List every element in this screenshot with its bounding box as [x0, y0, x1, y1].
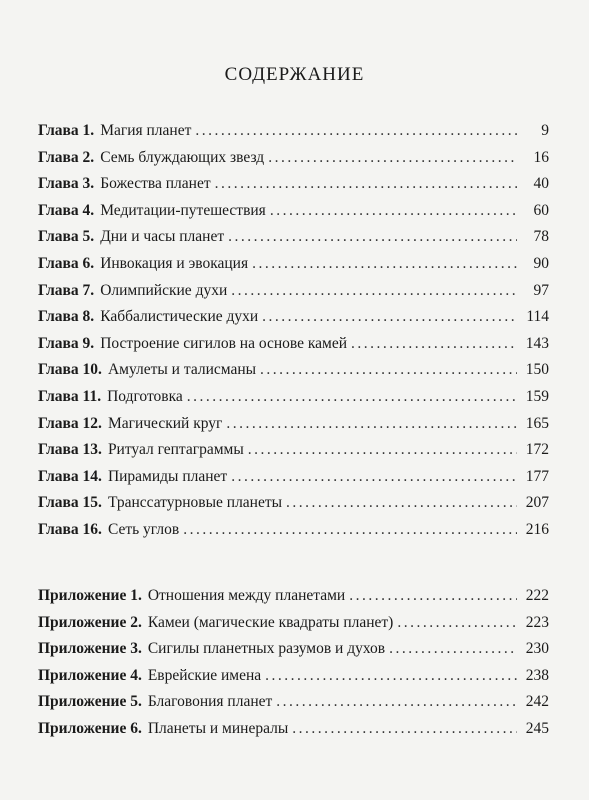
- entry-page-number: 223: [525, 613, 549, 631]
- entry-title: Отношения между планетами: [147, 587, 346, 604]
- page-title: СОДЕРЖАНИЕ: [224, 64, 365, 85]
- entry-page-number: 177: [525, 467, 549, 485]
- entry-label: Глава 16.: [38, 520, 102, 538]
- toc-entry: [38, 388, 549, 415]
- dot-leader: [260, 361, 517, 379]
- dot-leader: [228, 228, 517, 246]
- toc-entry: [38, 720, 549, 747]
- entry-title: Построение сигилов на основе камей: [100, 334, 348, 352]
- entry-label: Приложение 2.: [38, 613, 142, 631]
- entry-title: Магический круг: [107, 414, 223, 432]
- entry-page-number: 230: [525, 640, 549, 658]
- toc-entry: [38, 667, 549, 694]
- entry-page-number: 60: [533, 201, 549, 219]
- entry-label: Глава 14.: [38, 467, 102, 485]
- entry-label: Глава 11.: [38, 387, 102, 405]
- toc-entry: [38, 693, 549, 720]
- dot-leader: [248, 441, 517, 459]
- toc-entry: [38, 494, 549, 521]
- entry-label: Глава 12.: [38, 414, 102, 432]
- entry-title: Камеи (магические квадраты планет): [147, 613, 394, 631]
- entry-page-number: 172: [525, 441, 549, 459]
- toc-entry: [38, 521, 549, 548]
- entry-title: Дни и часы планет: [100, 228, 225, 246]
- dot-leader: [270, 202, 517, 220]
- dot-leader: [262, 308, 517, 326]
- toc-entry: [38, 587, 549, 614]
- dot-leader: [397, 614, 517, 632]
- entry-page-number: 165: [525, 414, 549, 432]
- entry-title: Планеты и минералы: [147, 719, 289, 737]
- entry-page-number: 114: [526, 308, 549, 326]
- entry-label: Приложение 3.: [38, 640, 142, 658]
- entry-label: Глава 10.: [38, 361, 102, 379]
- entry-page-number: 238: [525, 666, 549, 684]
- entry-title: Амулеты и талисманы: [107, 361, 257, 379]
- toc-entry: [38, 202, 549, 229]
- dot-leader: [231, 282, 517, 300]
- toc-entry: [38, 614, 549, 641]
- entry-page-number: 216: [525, 520, 549, 538]
- dot-leader: [226, 415, 517, 433]
- entry-page-number: 16: [533, 148, 549, 166]
- entry-title: Сеть углов: [107, 520, 180, 538]
- dot-leader: [351, 335, 517, 353]
- entry-title: Божества планет: [100, 175, 211, 193]
- entry-label: Глава 15.: [38, 494, 102, 512]
- entry-title: Инвокация и эвокация: [100, 254, 249, 272]
- toc-entry: [38, 335, 549, 362]
- entry-title: Медитации-путешествия: [100, 201, 266, 219]
- dot-leader: [349, 587, 517, 605]
- entry-label: Глава 8.: [38, 308, 95, 326]
- entry-title: Семь блуждающих звезд: [100, 148, 265, 166]
- entry-title: Благовония планет: [147, 693, 273, 711]
- toc-entry: [38, 415, 549, 442]
- toc-entry: [38, 441, 549, 468]
- entry-title: Еврейские имена: [147, 666, 262, 684]
- toc-entry: [38, 282, 549, 309]
- dot-leader: [231, 468, 517, 486]
- dot-leader: [215, 175, 517, 193]
- entry-title: Ритуал гептаграммы: [107, 441, 244, 459]
- dot-leader: [286, 494, 517, 512]
- toc-entry: [38, 175, 549, 202]
- entry-title: Пирамиды планет: [107, 467, 228, 485]
- entry-label: Глава 9.: [38, 334, 95, 352]
- dot-leader: [276, 693, 517, 711]
- entry-page-number: 9: [541, 122, 549, 139]
- entry-title: Подготовка: [107, 387, 183, 405]
- dot-leader: [268, 149, 517, 167]
- entry-label: Приложение 5.: [38, 693, 142, 711]
- toc-entry: [38, 308, 549, 335]
- dot-leader: [187, 388, 517, 406]
- entry-label: Глава 6.: [38, 254, 95, 272]
- entry-page-number: 78: [533, 228, 549, 246]
- entry-page-number: 242: [525, 693, 549, 711]
- entry-title: Магия планет: [100, 122, 192, 139]
- entry-label: Глава 5.: [38, 228, 95, 246]
- entry-page-number: 97: [533, 281, 549, 299]
- toc-entry: [38, 122, 549, 149]
- chapter-list: [38, 122, 549, 548]
- toc-entry: [38, 640, 549, 667]
- appendix-list: [38, 587, 549, 747]
- entry-title: Сигилы планетных разумов и духов: [147, 640, 386, 658]
- toc-entry: [38, 228, 549, 255]
- entry-label: Приложение 6.: [38, 719, 142, 737]
- entry-label: Глава 1.: [38, 122, 95, 139]
- entry-page-number: 222: [525, 587, 549, 604]
- entry-page-number: 40: [533, 175, 549, 193]
- entry-page-number: 90: [533, 254, 549, 272]
- toc-entry: [38, 149, 549, 176]
- dot-leader: [292, 720, 517, 738]
- entry-label: Глава 4.: [38, 201, 95, 219]
- entry-label: Глава 2.: [38, 148, 95, 166]
- entry-label: Глава 13.: [38, 441, 102, 459]
- dot-leader: [252, 255, 517, 273]
- entry-label: Приложение 4.: [38, 666, 142, 684]
- toc-entry: [38, 255, 549, 282]
- dot-leader: [265, 667, 517, 685]
- toc-entry: [38, 361, 549, 388]
- dot-leader: [389, 640, 517, 658]
- entry-label: Приложение 1.: [38, 587, 142, 604]
- entry-label: Глава 7.: [38, 281, 95, 299]
- entry-label: Глава 3.: [38, 175, 95, 193]
- entry-page-number: 245: [525, 719, 549, 737]
- entry-page-number: 159: [525, 387, 549, 405]
- entry-page-number: 150: [525, 361, 549, 379]
- dot-leader: [195, 122, 517, 140]
- dot-leader: [183, 521, 517, 539]
- entry-title: Каббалистические духи: [100, 308, 259, 326]
- toc-entry: [38, 468, 549, 495]
- entry-page-number: 207: [525, 494, 549, 512]
- entry-title: Транссатурновые планеты: [107, 494, 283, 512]
- entry-title: Олимпийские духи: [100, 281, 228, 299]
- entry-page-number: 143: [525, 334, 549, 352]
